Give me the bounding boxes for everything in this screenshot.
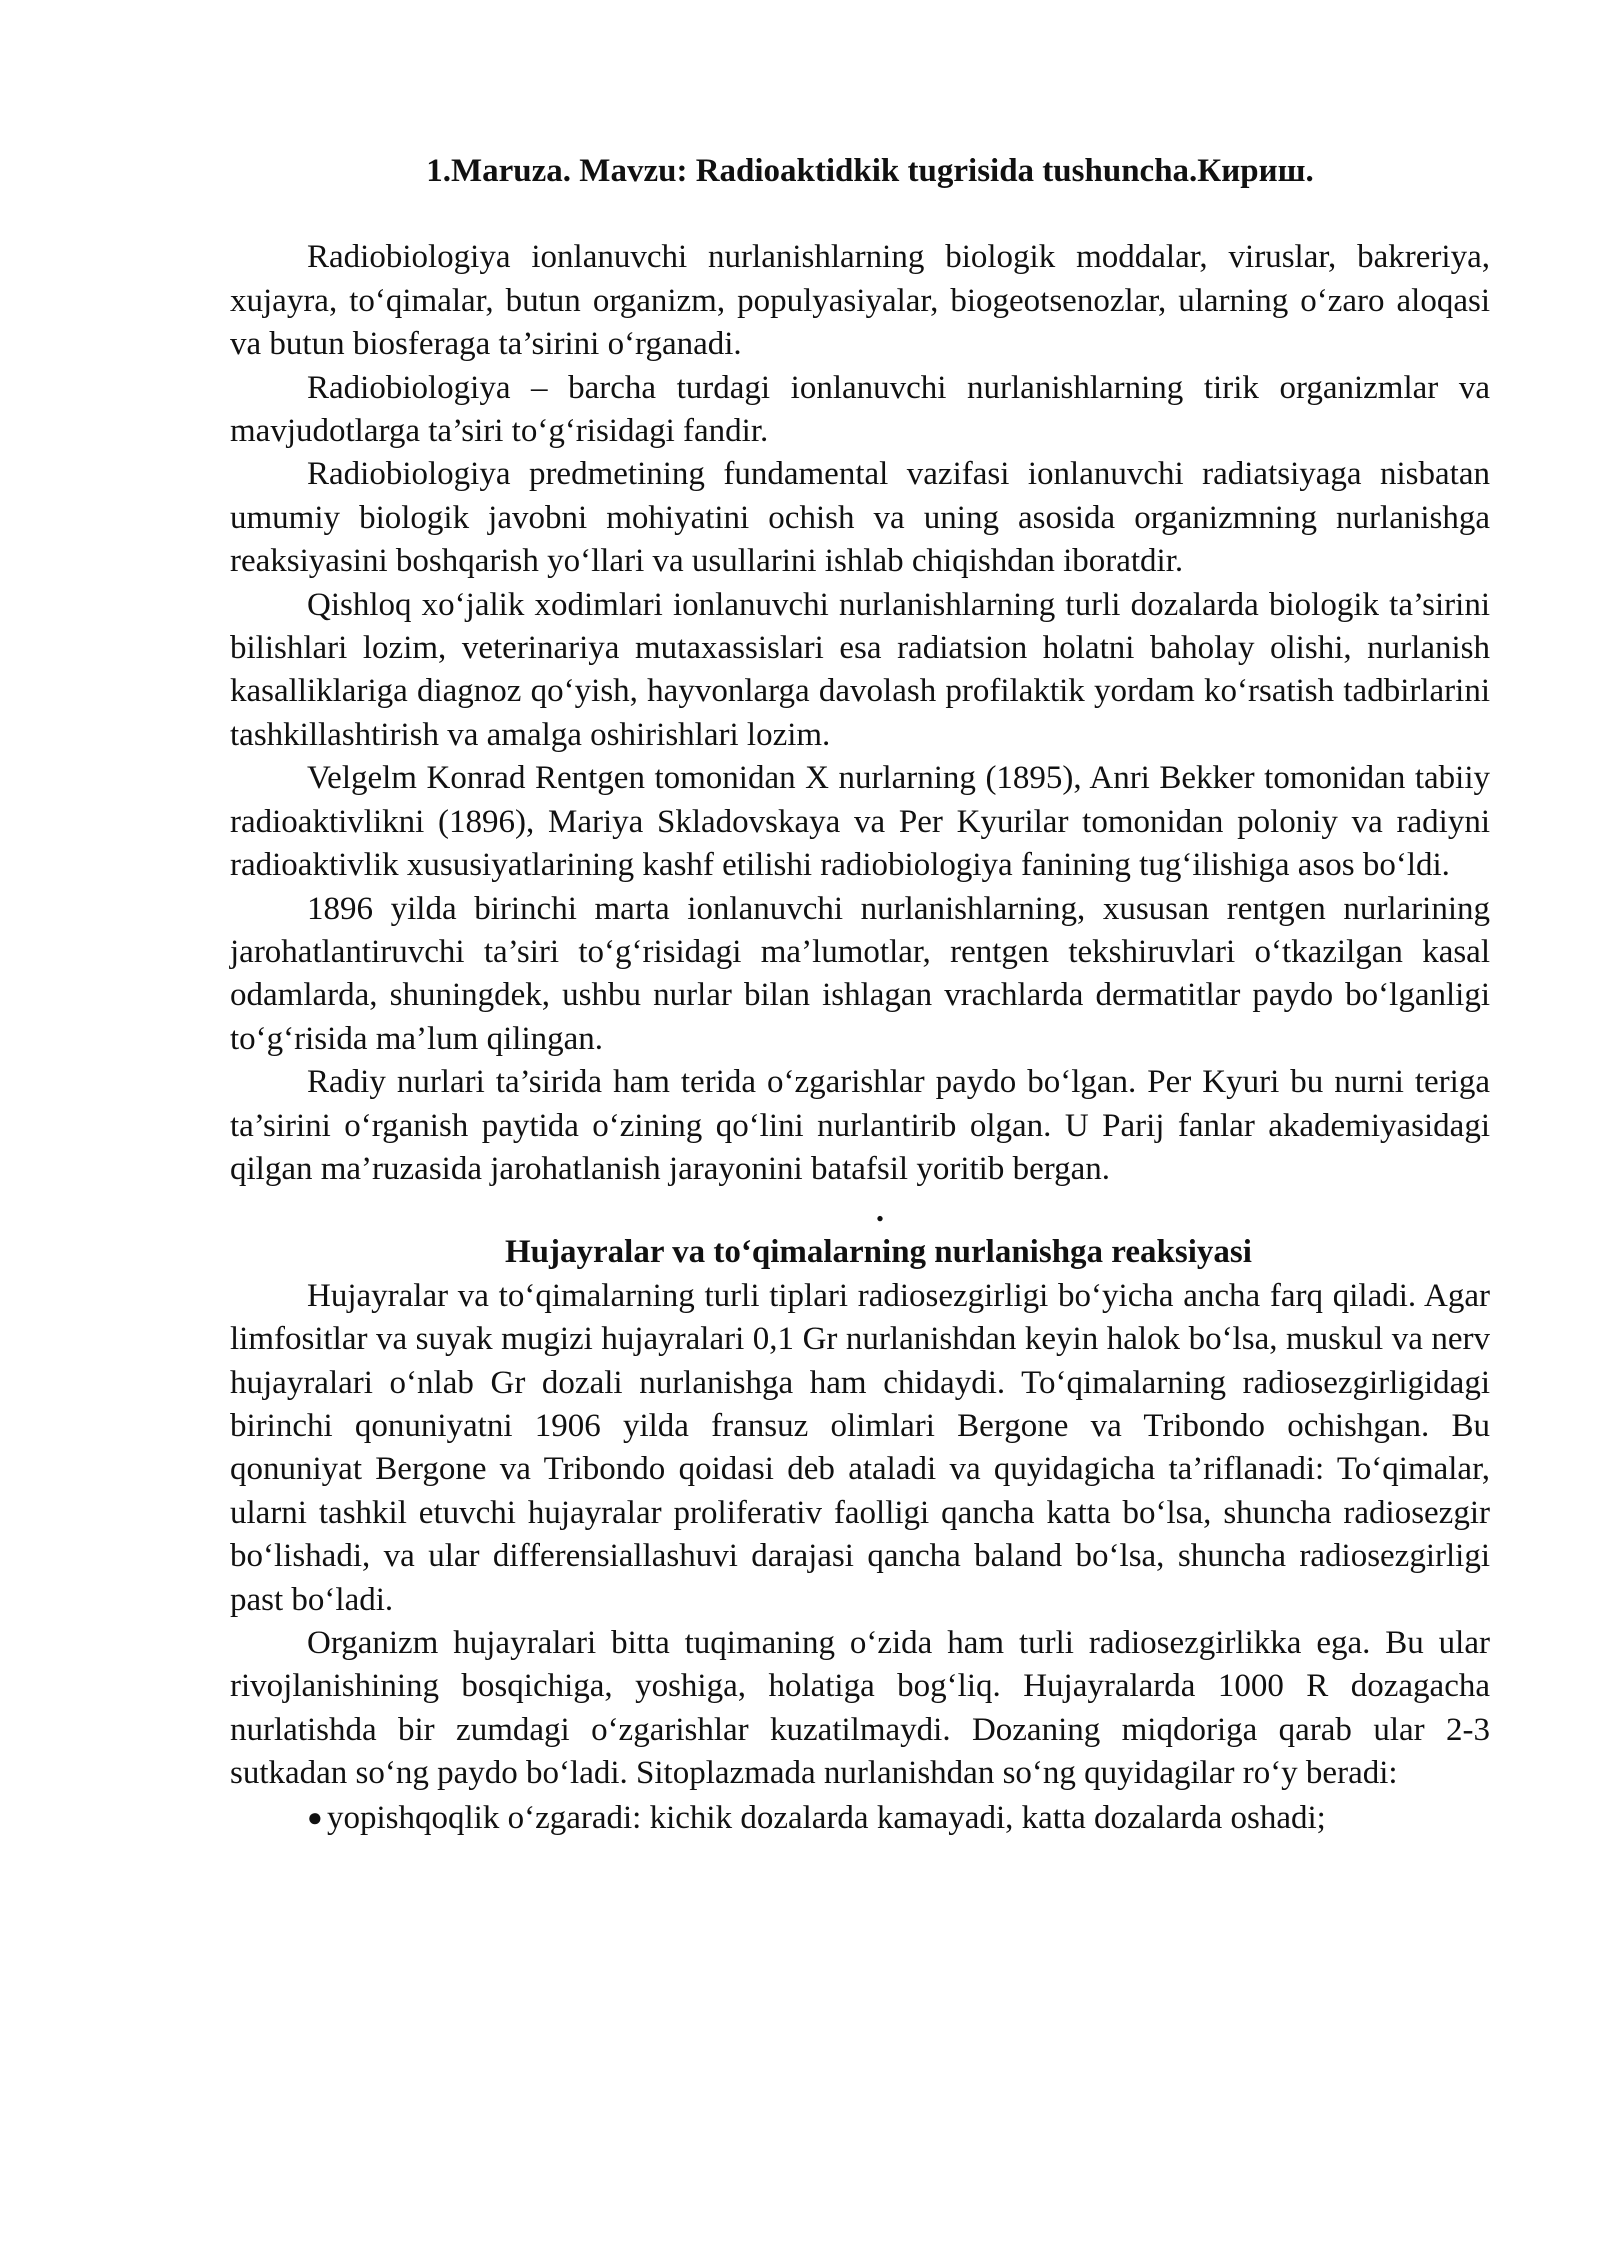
paragraph: Radiy nurlari ta’sirida ham terida o‘zgarishlar paydo bo‘lgan. Per Kyuri bu nurni teriga ta’sirini o‘rganish paytida o‘zining qo‘lini nurlantirib olgan. U Parij fanlar akademiyasidagi qilgan ma’ruzasida jarohatlanish jarayonini batafsil yoritib bergan.	[230, 1064, 1490, 1187]
paragraph: Hujayralar va to‘qimalarning turli tiplari radiosezgirligi bo‘yicha ancha farq qiladi. Agar limfositlar va suyak mugizi hujayralari 0,1 Gr nurlanishdan keyin halok bo‘lsa, muskul va nerv hujayralari o‘nlab Gr dozali nurlanishga ham chidaydi. To‘qimalarning radiosezgirligidagi birinchi qonuniyatni 1906 yilda fransuz olimlari Bergone va Tribondo ochishgan. Bu qonuniyat Bergone va Tribondo qoidasi deb ataladi va quyidagicha ta’riflanadi: To‘qimalar, ularni tashkil etuvchi hujayralar proliferativ faolligi qancha katta bo‘lsa, shuncha radiosezgir bo‘lishadi, va ular differensiallashuvi darajasi qancha baland bo‘lsa, shuncha radiosezgirligi past bo‘ladi.	[230, 1277, 1490, 1618]
intro-section	[230, 236, 1490, 1191]
paragraph: Qishloq xo‘jalik xodimlari ionlanuvchi nurlanishlarning turli dozalarda biologik ta’sirini bilishlari lozim, veterinariya mutaxassislari esa radiatsion holatni baholay olishi, nurlanish kasalliklariga diagnoz qo‘yish, hayvonlarga davolash profilaktik yordam ko‘rsatish tadbirlarini tashkillashtirish va amalga oshirishlari lozim.	[230, 586, 1490, 753]
document-title: 1.Maruza. Mavzu: Radioaktidkik tugrisida tushuncha.Кириш.	[426, 153, 1314, 189]
paragraph: Velgelm Konrad Rentgen tomonidan X nurlarning (1895), Anri Bekker tomonidan tabiiy radioaktivlikni (1896), Mariya Skladovskaya va Per Kyurilar tomonidan poloniy va radiyni radioaktivlik xususiyatlarining kashf etilishi radiobiologiya fanining tug‘ilishiga asos bo‘ldi.	[230, 760, 1490, 884]
paragraph: Radiobiologiya – barcha turdagi ionlanuvchi nurlanishlarning tirik organizmlar va mavjudotlarga ta’siri to‘g‘risidagi fandir.	[230, 369, 1490, 450]
bullet-item	[230, 1796, 1490, 1840]
bullet-text: yopishqoqlik o‘zgaradi: kichik dozalarda kamayadi, katta dozalarda oshadi;	[327, 1799, 1326, 1836]
document-page	[230, 150, 1490, 1840]
paragraph: Organizm hujayralari bitta tuqimaning o‘zida ham turli radiosezgirlikka ega. Bu ular rivojlanishining bosqichiga, yoshiga, holatiga bog‘liq. Hujayralarda 1000 R dozagacha nurlatishda bir zumdagi o‘zgarishlar kuzatilmaydi. Dozaning miqdoriga qarab ular 2-3 sutkadan so‘ng paydo bo‘ladi. Sitoplazmada nurlanishdan so‘ng quyidagilar ro‘y beradi:	[230, 1625, 1490, 1792]
section-heading: Hujayralar va to‘qimalarning nurlanishga reaksiyasi	[505, 1234, 1252, 1271]
cells-section	[230, 1275, 1490, 1840]
separator-dot: .	[875, 1193, 885, 1230]
paragraph: Radiobiologiya ionlanuvchi nurlanishlarning biologik moddalar, viruslar, bakreriya, xujayra, to‘qimalar, butun organizm, populyasiyalar, biogeotsenozlar, ularning o‘zaro aloqasi va butun biosferaga ta’sirini o‘rganadi.	[230, 239, 1490, 363]
bullet-icon: ●	[307, 1802, 323, 1832]
paragraph: 1896 yilda birinchi marta ionlanuvchi nurlanishlarning, xususan rentgen nurlarining jarohatlantiruvchi ta’siri to‘g‘risidagi ma’lumotlar, rentgen tekshiruvlari o‘tkazilgan kasal odamlarda, shuningdek, ushbu nurlar bilan ishlagan vrachlarda dermatitlar paydo bo‘lganligi to‘g‘risida ma’lum qilingan.	[230, 890, 1490, 1057]
paragraph: Radiobiologiya predmetining fundamental vazifasi ionlanuvchi radiatsiyaga nisbatan umumiy biologik javobni mohiyatini ochish va uning asosida organizmning nurlanishga reaksiyasini boshqarish yo‘llari va usullarini ishlab chiqishdan iboratdir.	[230, 456, 1490, 580]
